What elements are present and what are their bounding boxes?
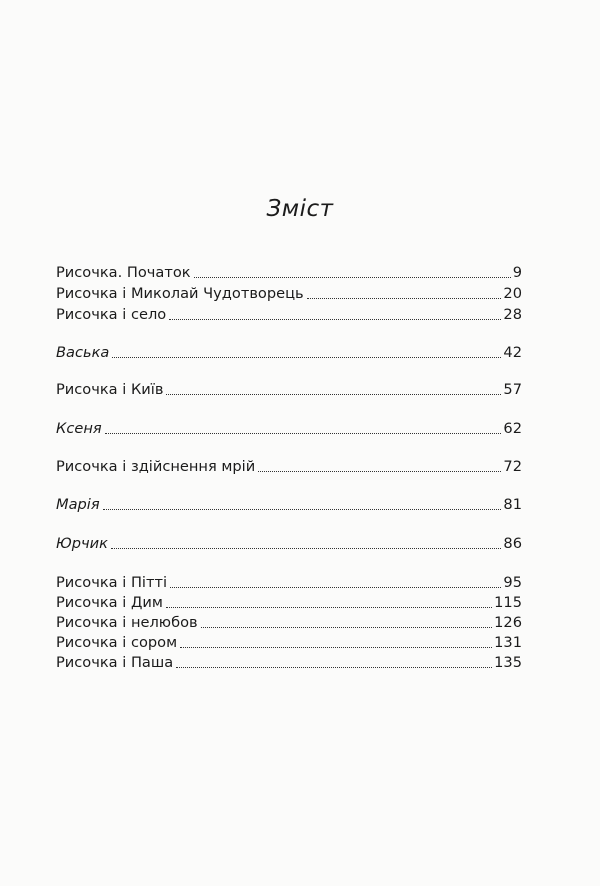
toc-dot-leader bbox=[112, 357, 501, 358]
toc-entry-title: Рисочка і Київ bbox=[56, 381, 164, 398]
toc-entry-page: 9 bbox=[512, 264, 522, 281]
toc-entry-page: 135 bbox=[494, 654, 522, 671]
toc-entry bbox=[56, 456, 522, 476]
toc-entry bbox=[56, 592, 522, 612]
toc-entry-page: 115 bbox=[494, 594, 522, 611]
toc-entry-title: Рисочка і здійснення мрій bbox=[56, 458, 256, 475]
toc-entry-page: 95 bbox=[503, 574, 522, 591]
toc-entry-title: Ксеня bbox=[56, 420, 102, 437]
toc-entry-title: Васька bbox=[56, 344, 110, 361]
toc-entry-title: Рисочка і сором bbox=[56, 634, 178, 651]
toc-entry-page: 42 bbox=[503, 344, 522, 361]
toc-entry bbox=[56, 652, 522, 672]
toc-entry bbox=[56, 304, 522, 324]
toc-dot-leader bbox=[180, 647, 492, 648]
toc-entry-title: Рисочка і Пітті bbox=[56, 574, 168, 591]
toc-entry-title: Рисочка і Паша bbox=[56, 654, 174, 671]
toc-entry-title: Рисочка і нелюбов bbox=[56, 614, 198, 631]
toc-dot-leader bbox=[194, 277, 511, 278]
toc-entry-page: 131 bbox=[494, 634, 522, 651]
toc-dot-leader bbox=[201, 627, 493, 628]
toc-dot-leader bbox=[166, 394, 501, 395]
table-of-contents bbox=[56, 0, 522, 886]
toc-entry-title: Марія bbox=[56, 496, 100, 513]
toc-entry-title: Рисочка і село bbox=[56, 306, 167, 323]
toc-entry-page: 62 bbox=[503, 420, 522, 437]
page-title: Зміст bbox=[266, 196, 334, 222]
toc-dot-leader bbox=[111, 548, 501, 549]
toc-entry-page: 20 bbox=[503, 285, 522, 302]
toc-dot-leader bbox=[105, 433, 502, 434]
toc-entry-page: 86 bbox=[503, 535, 522, 552]
toc-entry-title: Рисочка і Миколай Чудотворець bbox=[56, 285, 304, 302]
toc-dot-leader bbox=[103, 509, 502, 510]
toc-entry bbox=[56, 283, 522, 303]
toc-entry bbox=[56, 262, 522, 282]
toc-entry bbox=[56, 612, 522, 632]
toc-dot-leader bbox=[166, 607, 492, 608]
toc-dot-leader bbox=[258, 471, 501, 472]
toc-entry bbox=[56, 494, 522, 514]
toc-entry-page: 57 bbox=[503, 381, 522, 398]
toc-entry bbox=[56, 418, 522, 438]
toc-entry-page: 28 bbox=[503, 306, 522, 323]
toc-entry bbox=[56, 533, 522, 553]
toc-entry-page: 72 bbox=[503, 458, 522, 475]
toc-entry bbox=[56, 572, 522, 592]
toc-entry bbox=[56, 379, 522, 399]
toc-dot-leader bbox=[169, 319, 501, 320]
toc-entry-title: Рисочка. Початок bbox=[56, 264, 191, 281]
toc-dot-leader bbox=[307, 298, 502, 299]
toc-entry-title: Рисочка і Дим bbox=[56, 594, 163, 611]
toc-entry-title: Юрчик bbox=[56, 535, 108, 552]
toc-entry bbox=[56, 632, 522, 652]
toc-dot-leader bbox=[170, 587, 501, 588]
toc-entry-page: 81 bbox=[503, 496, 522, 513]
toc-dot-leader bbox=[176, 667, 492, 668]
toc-entry bbox=[56, 342, 522, 362]
toc-entry-page: 126 bbox=[494, 614, 522, 631]
